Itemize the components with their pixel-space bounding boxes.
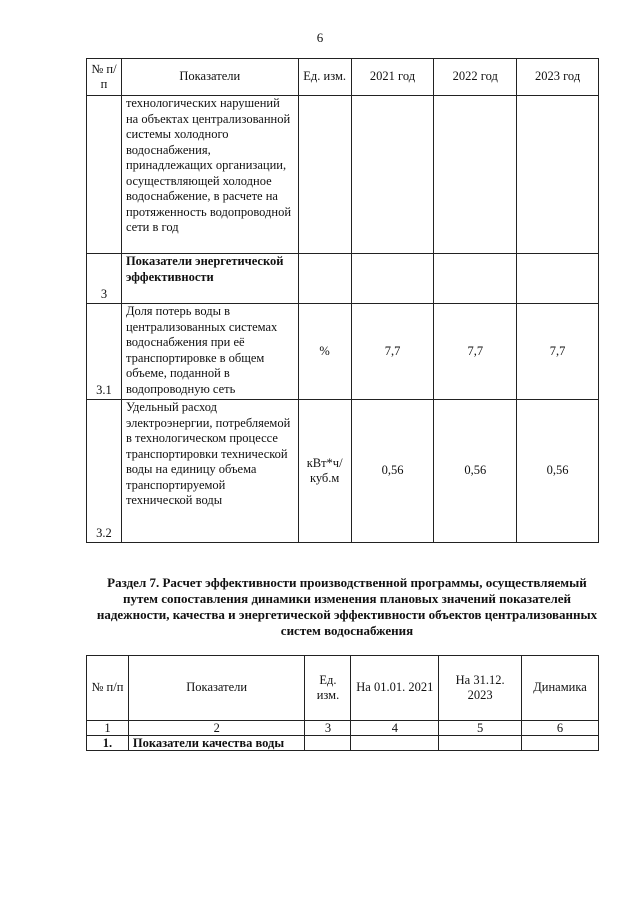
table-row (87, 96, 599, 254)
row-2022: 7,7 (434, 304, 517, 400)
header-dynamics: Динамика (522, 656, 599, 721)
row-num: 3 (87, 254, 122, 304)
header-num: № п/п (87, 656, 129, 721)
header-2023: 2023 год (517, 59, 599, 96)
row-end-value (439, 736, 522, 751)
row-indicator: Показатели энергетической эффективности (121, 254, 298, 304)
row-num: 3.1 (87, 304, 122, 400)
row-2021: 7,7 (351, 304, 434, 400)
header-unit: Ед. изм. (298, 59, 351, 96)
row-2023: 7,7 (517, 304, 599, 400)
row-unit (305, 736, 351, 751)
row-2022: 0,56 (434, 400, 517, 543)
row-num (87, 96, 122, 254)
table-row (87, 304, 599, 400)
row-unit (298, 254, 351, 304)
row-2023 (517, 96, 599, 254)
row-start-value (351, 736, 439, 751)
table-header-row (87, 656, 599, 721)
row-dynamics (522, 736, 599, 751)
column-index: 4 (351, 721, 439, 736)
header-unit: Ед. изм. (305, 656, 351, 721)
page-number: 6 (316, 30, 324, 45)
row-indicator: Показатели качества воды (128, 736, 305, 751)
column-index: 3 (305, 721, 351, 736)
row-2023 (517, 254, 599, 304)
row-indicator: технологических нарушений на объектах централизованной системы холодного водоснабжения, принадлежащих организации, осуществляющей холодное водоснабжение, в расчете на протяженность водопроводной сети в год (121, 96, 298, 254)
table-header-row (87, 59, 599, 96)
row-2021: 0,56 (351, 400, 434, 543)
column-index: 5 (439, 721, 522, 736)
row-2021 (351, 96, 434, 254)
header-2021: 2021 год (351, 59, 434, 96)
targets-table (86, 58, 599, 543)
column-index: 2 (128, 721, 305, 736)
header-2022: 2022 год (434, 59, 517, 96)
efficiency-table (86, 655, 599, 751)
header-num: № п/п (87, 59, 122, 96)
section-7-title: Раздел 7. Расчет эффективности производственной программы, осуществляемый путем сопоставления динамики изменения плановых значений показателей надежности, качества и энергетической эффективности объектов централизованных систем водоснабжения (96, 575, 598, 638)
row-unit: кВт*ч/ куб.м (298, 400, 351, 543)
row-num: 1. (87, 736, 129, 751)
table-row (87, 400, 599, 543)
header-indicator: Показатели (121, 59, 298, 96)
row-unit: % (298, 304, 351, 400)
column-index-row (87, 721, 599, 736)
header-end-value: На 31.12. 2023 (439, 656, 522, 721)
table-row (87, 736, 599, 751)
header-indicator: Показатели (128, 656, 305, 721)
row-num: 3.2 (87, 400, 122, 543)
row-indicator: Доля потерь воды в централизованных системах водоснабжения при её транспортировке в общем объеме, поданной в водопроводную сеть (121, 304, 298, 400)
column-index: 6 (522, 721, 599, 736)
row-2022 (434, 254, 517, 304)
row-indicator: Удельный расход электроэнергии, потребляемой в технологическом процессе транспортировки технической воды на единицу объема транспортируемой технической воды (121, 400, 298, 543)
row-2021 (351, 254, 434, 304)
row-unit (298, 96, 351, 254)
table-row (87, 254, 599, 304)
column-index: 1 (87, 721, 129, 736)
header-start-value: На 01.01. 2021 (351, 656, 439, 721)
row-2022 (434, 96, 517, 254)
row-2023: 0,56 (517, 400, 599, 543)
